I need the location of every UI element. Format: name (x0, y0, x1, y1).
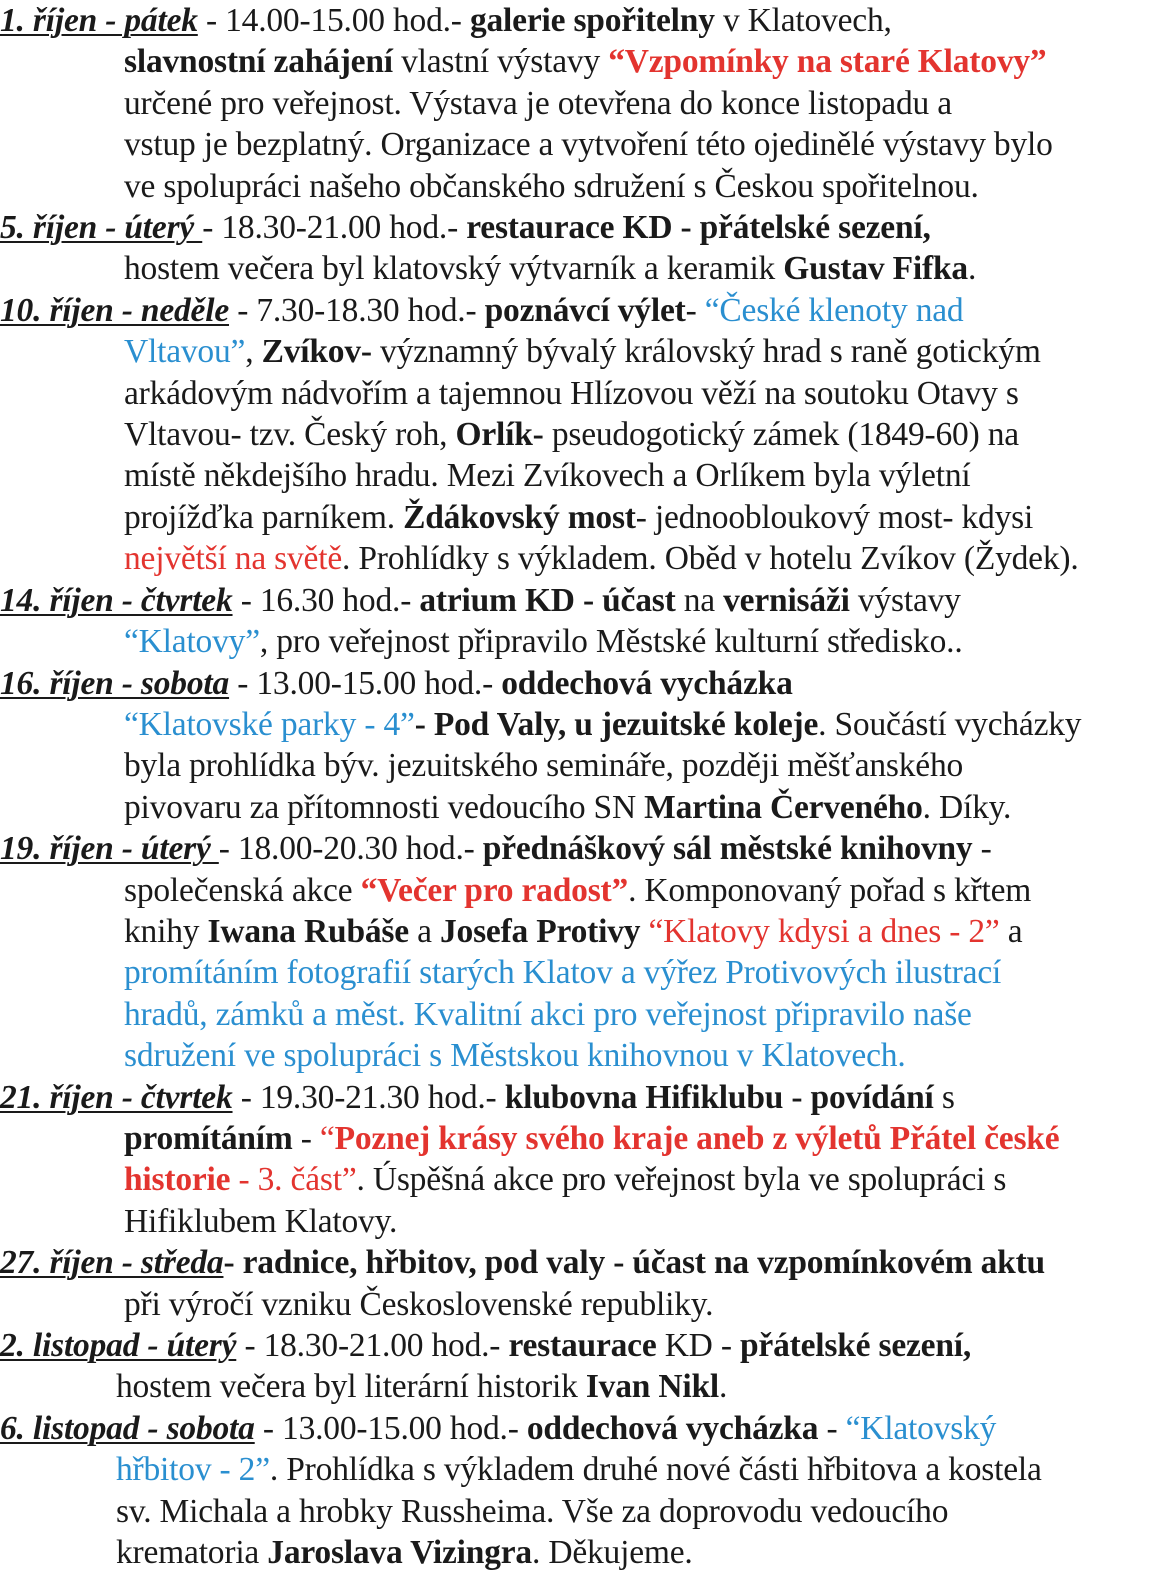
event-entry (0, 828, 1152, 1076)
text-run: . (719, 1368, 728, 1406)
text-run: - (972, 830, 992, 868)
text-run: vernisáži (723, 581, 850, 619)
event-line (116, 1491, 1152, 1532)
text-run: “České klenoty nad (704, 291, 964, 329)
text-run: “Vzpomínky na staré Klatovy” (608, 43, 1047, 81)
text-run: sdružení ve spolupráci s Městskou knihovnou v Klatovech. (124, 1037, 906, 1075)
event-line (124, 124, 1152, 165)
text-run: a (999, 912, 1023, 950)
text-run: - radnice, hřbitov, pod valy - účast na vzpomínkovém aktu (223, 1244, 1045, 1282)
event-line (124, 994, 1152, 1035)
event-date: 16. říjen - sobota (0, 664, 230, 702)
event-line (0, 0, 1152, 41)
event-line (124, 1201, 1152, 1242)
text-run: - 18.30-21.00 hod.- (236, 1327, 509, 1364)
text-run: Ždákovský most (403, 498, 636, 536)
event-date: 14. říjen - čtvrtek (0, 581, 233, 619)
event-entry (0, 663, 1152, 829)
text-run: poznávcí výlet (484, 291, 686, 329)
text-run: Gustav Fifka (783, 250, 968, 288)
text-run: . Prohlídky s výkladem. Oběd v hotelu Zvíkov (Žydek). (342, 540, 1079, 578)
text-run: “Klatovské parky - 4” (124, 705, 415, 743)
text-run: Hifiklubem Klatovy. (124, 1202, 398, 1240)
event-line (124, 1118, 1152, 1159)
text-run: historie (124, 1161, 231, 1199)
event-date: 6. listopad - sobota (0, 1409, 255, 1447)
text-run: přátelské sezení, (739, 1327, 972, 1364)
text-run: , pro veřejnost připravilo Městské kulturní středisko.. (259, 623, 963, 661)
text-run: . Součástí vycházky (818, 705, 1082, 743)
text-run: byla prohlídka býv. jezuitského semináře, později měšťanského (124, 747, 964, 785)
text-run: klubovna Hifiklubu - povídání (504, 1078, 934, 1116)
text-run: knihy (124, 912, 208, 950)
event-entry (0, 1242, 1152, 1325)
text-run: - 7.30-18.30 hod.- (229, 291, 485, 329)
event-line (116, 1366, 1152, 1407)
event-date: 21. říjen - čtvrtek (0, 1078, 233, 1116)
text-run: sv. Michala a hrobky Russheima. Vše za doprovodu vedoucího (116, 1492, 949, 1530)
event-line (0, 828, 1152, 869)
text-run: “Večer pro radost” (360, 871, 629, 909)
text-run: při výročí vzniku Československé republiky. (124, 1285, 714, 1323)
text-run: oddechová vycházka (501, 664, 793, 702)
text-run: na (675, 581, 724, 619)
event-line (0, 1408, 1152, 1449)
event-entry (0, 1408, 1152, 1574)
text-run: . Prohlídka s výkladem druhé nové části hřbitova a kostela (269, 1451, 1042, 1489)
text-run: KD - (656, 1327, 740, 1364)
text-run: . Děkujeme. (531, 1534, 693, 1572)
text-run: - 13.00-15.00 hod.- (254, 1409, 527, 1447)
text-run: arkádovým nádvořím a tajemnou Hlízovou věží na soutoku Otavy s (124, 374, 1019, 412)
text-run: . Díky. (922, 788, 1012, 826)
text-run: Ivan Nikl (585, 1368, 720, 1406)
event-line (0, 1325, 1152, 1366)
text-run: - 18.30-21.00 hod.- (202, 209, 467, 247)
event-line (124, 373, 1152, 414)
text-run: - (818, 1409, 846, 1447)
text-run: Orlík- (455, 416, 544, 454)
text-run: Poznej krásy svého kraje aneb z výletů Přátel české (334, 1119, 1060, 1157)
event-line (124, 952, 1152, 993)
text-run: promítáním fotografií starých Klatov a výřez Protivových ilustrací (124, 954, 1002, 992)
event-line (124, 1284, 1152, 1325)
event-date: 5. říjen - úterý (0, 209, 203, 247)
text-run: oddechová vycházka (526, 1409, 819, 1447)
event-line (124, 870, 1152, 911)
text-run: . Komponovaný pořad s křtem (628, 871, 1032, 909)
event-line (116, 1449, 1152, 1490)
text-run: s (933, 1078, 955, 1116)
text-run: “Klatovský (845, 1409, 997, 1447)
text-run: vlastní výstavy (392, 43, 609, 81)
text-run: hradů, zámků a měst. Kvalitní akci pro veřejnost připravilo naše (124, 995, 972, 1033)
text-run: v Klatovech, (714, 2, 892, 39)
event-line (124, 331, 1152, 372)
text-run: galerie spořitelny (469, 2, 715, 39)
text-run: - 19.30-21.30 hod.- (232, 1078, 505, 1116)
text-run: - 16.30 hod.- (232, 581, 420, 619)
event-entry (0, 1325, 1152, 1408)
event-line (0, 290, 1152, 331)
text-run: - 18.00-20.30 hod.- (218, 830, 483, 868)
text-run: “Klatovy kdysi a dnes - 2” (648, 912, 1000, 950)
text-run: Martina Červeného (644, 788, 923, 826)
text-run: určené pro veřejnost. Výstava je otevřena do konce listopadu a (124, 84, 952, 122)
text-run: hostem večera byl klatovský výtvarník a keramik (124, 250, 784, 288)
text-run: - 14.00-15.00 hod.- (197, 2, 470, 39)
text-run: Zvíkov- (261, 333, 372, 371)
text-run: největší na světě (124, 540, 342, 578)
event-line (124, 83, 1152, 124)
event-line (124, 787, 1152, 828)
event-date: 1. říjen - pátek (0, 2, 198, 39)
event-line (124, 414, 1152, 455)
event-line (124, 745, 1152, 786)
text-run: hřbitov - 2” (116, 1451, 270, 1489)
event-line (124, 455, 1152, 496)
text-run: - 13.00-15.00 hod.- (229, 664, 502, 702)
text-run: a (408, 912, 440, 950)
event-entry (0, 207, 1152, 290)
text-run: Vltavou” (124, 333, 246, 371)
event-line (124, 166, 1152, 207)
event-line (124, 1159, 1152, 1200)
event-entry (0, 0, 1152, 207)
event-line (124, 911, 1152, 952)
text-run: - 3. část” (230, 1161, 357, 1199)
event-line (124, 1035, 1152, 1076)
text-run: pseudogotický zámek (1849-60) na (543, 416, 1019, 454)
event-line (116, 1532, 1152, 1573)
text-run: hostem večera byl literární historik (116, 1368, 586, 1406)
text-run: významný bývalý královský hrad s raně gotickým (371, 333, 1041, 371)
text-run: promítáním (124, 1119, 293, 1157)
text-run: , (245, 333, 262, 371)
text-run: “ (319, 1119, 335, 1157)
event-line (124, 497, 1152, 538)
event-line (0, 663, 1152, 704)
text-run: Iwana Rubáše (207, 912, 409, 950)
event-line (124, 538, 1152, 579)
event-line (0, 580, 1152, 621)
text-run: . Úspěšná akce pro veřejnost byla ve spolupráci s (356, 1161, 1007, 1199)
event-line (124, 248, 1152, 289)
event-line (0, 207, 1152, 248)
text-run: restaurace KD - přátelské sezení, (466, 209, 931, 247)
event-date: 27. říjen - středa (0, 1244, 224, 1282)
text-run: Vltavou- tzv. Český roh, (124, 416, 456, 454)
text-run: - jednoobloukový most- kdysi (635, 498, 1034, 536)
text-run: . (967, 250, 977, 288)
event-line (124, 704, 1152, 745)
text-run: místě někdejšího hradu. Mezi Zvíkovech a Orlíkem byla výletní (124, 457, 971, 495)
text-run: Josefa Protivy (439, 912, 641, 950)
text-run: ve spolupráci našeho občanského sdružení s Českou spořitelnou. (124, 167, 979, 205)
text-run: výstavy (849, 581, 961, 619)
event-date: 19. říjen - úterý (0, 830, 219, 868)
event-date: 10. říjen - neděle (0, 291, 230, 329)
text-run: krematoria (116, 1534, 268, 1572)
text-run: - (292, 1119, 320, 1157)
event-entry (0, 580, 1152, 663)
text-run: slavnostní zahájení (124, 43, 393, 81)
text-run: Jaroslava Vizingra (267, 1534, 532, 1572)
text-run: přednáškový sál městské knihovny (482, 830, 973, 868)
text-run: “Klatovy” (124, 623, 260, 661)
event-line (0, 1242, 1152, 1283)
text-run: atrium KD - účast (419, 581, 676, 619)
event-line (124, 41, 1152, 82)
text-run: - (685, 291, 705, 329)
event-entry (0, 1077, 1152, 1243)
event-line (124, 621, 1152, 662)
text-run: projížďka parníkem. (124, 498, 404, 536)
text-run: - Pod Valy, u jezuitské koleje (414, 705, 819, 743)
text-run: pivovaru za přítomnosti vedoucího SN (124, 788, 645, 826)
text-run: vstup je bezplatný. Organizace a vytvoření této ojedinělé výstavy bylo (124, 126, 1053, 164)
text-run: společenská akce (124, 871, 361, 909)
event-date: 2. listopad - úterý (0, 1327, 237, 1364)
event-line (0, 1077, 1152, 1118)
event-entry (0, 290, 1152, 580)
text-run: restaurace (508, 1327, 657, 1364)
